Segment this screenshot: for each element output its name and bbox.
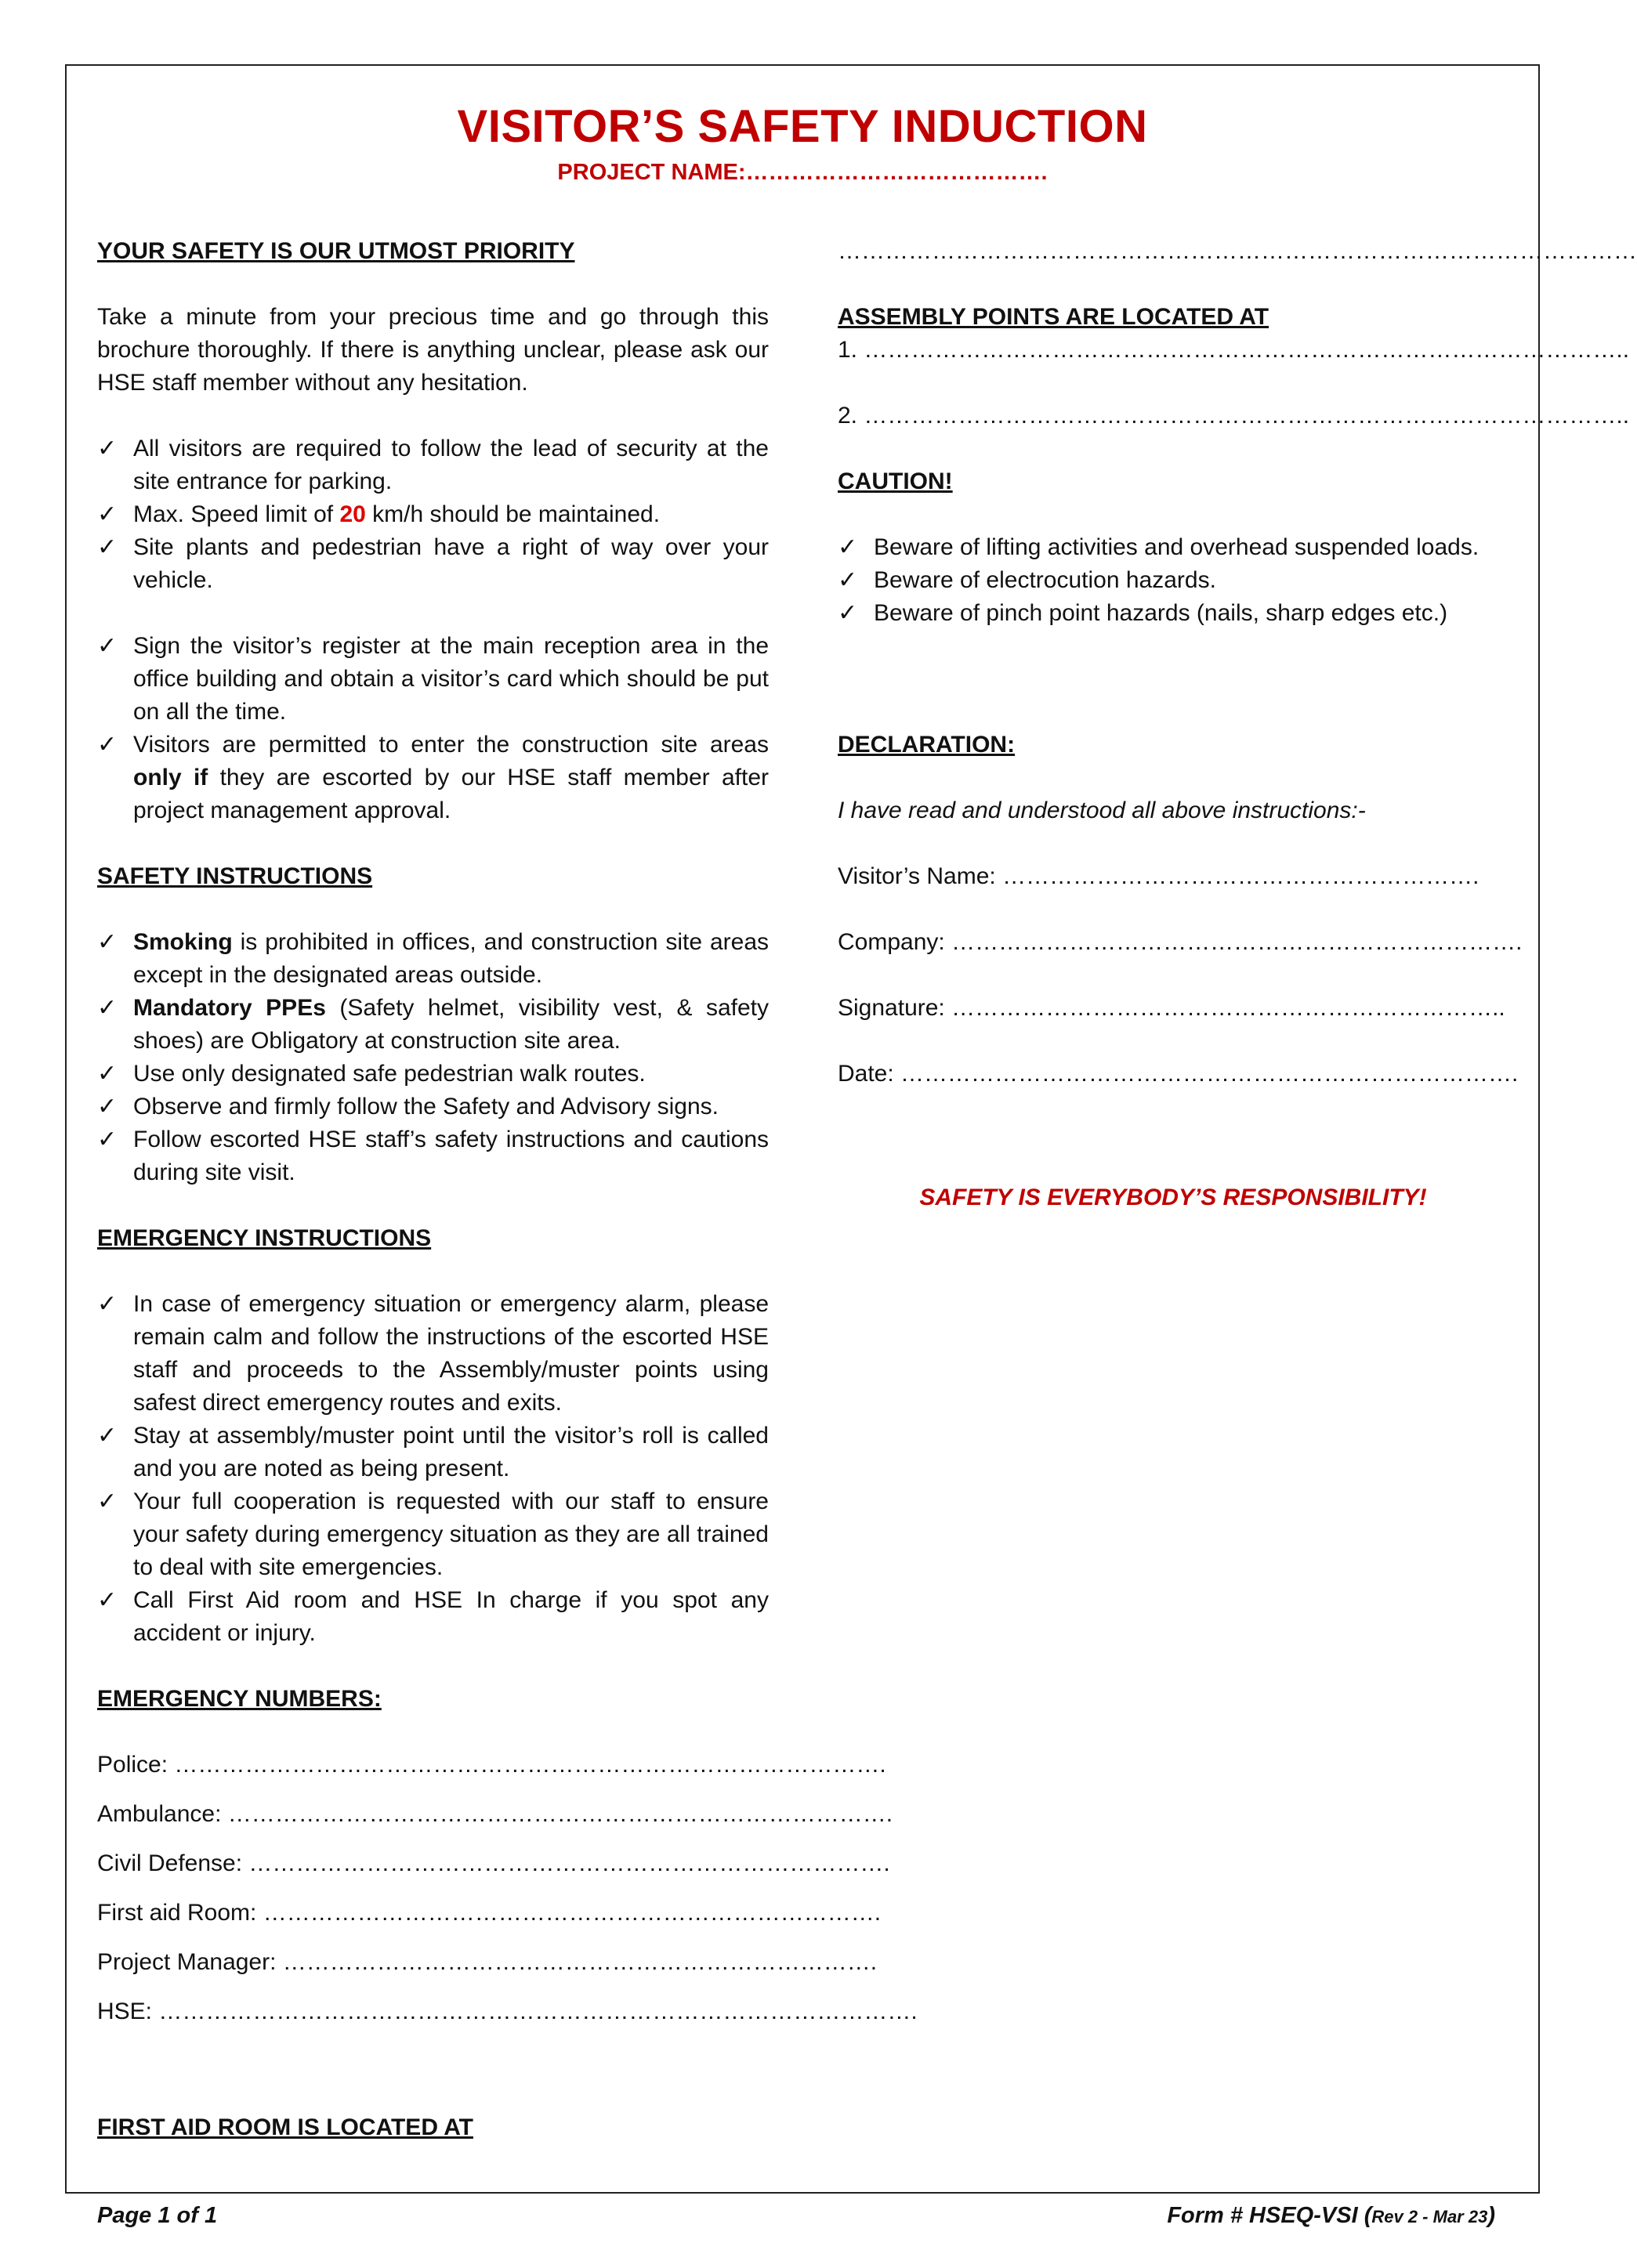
company-field[interactable]: Company: ………………………………………………………………. <box>838 929 1523 955</box>
project-manager-field[interactable]: Project Manager: …………………………………………………………………. <box>97 1949 878 1975</box>
checkmark-icon: ✓ <box>97 1061 118 1087</box>
list-item: ✓ Max. Speed limit of 20 km/h should be maintained. <box>97 498 769 531</box>
list-item: ✓ Sign the visitor’s register at the main reception area in the office building and obtain a visitor’s card which should be put on all the time. <box>97 630 769 729</box>
visitor-register-list <box>97 630 769 827</box>
checkmark-icon: ✓ <box>97 1587 118 1613</box>
hse-field[interactable]: HSE: ……………………………………………………………………………………. <box>97 1999 918 2024</box>
checkmark-icon: ✓ <box>97 929 118 955</box>
list-item: ✓ Use only designated safe pedestrian walk routes. <box>97 1058 769 1091</box>
checkmark-icon: ✓ <box>97 1291 118 1317</box>
list-item: ✓ Smoking is prohibited in offices, and construction site areas except in the designated areas outside. <box>97 926 769 992</box>
first-aid-heading: FIRST AID ROOM IS LOCATED AT <box>97 2114 473 2140</box>
list-item: ✓ Your full cooperation is requested with our staff to ensure your safety during emergency situation as they are all trained to deal with site emergencies. <box>97 1485 769 1584</box>
checkmark-icon: ✓ <box>838 534 858 560</box>
assembly-point-1-field[interactable]: 1. …………………………………………………………………………………….. <box>838 337 1630 363</box>
first-aid-room-field[interactable]: First aid Room: ……………………………………………………………………. <box>97 1900 882 1926</box>
list-item: ✓ Follow escorted HSE staff’s safety instructions and cautions during site visit. <box>97 1123 769 1189</box>
police-field[interactable]: Police: ………………………………………………………………………………. <box>97 1752 886 1778</box>
list-item: ✓ Beware of pinch point hazards (nails, sharp edges etc.) <box>838 597 1508 630</box>
priority-heading: YOUR SAFETY IS OUR UTMOST PRIORITY <box>97 238 575 264</box>
speed-limit-value: 20 <box>339 501 366 527</box>
project-name: PROJECT NAME:…………………………………. <box>557 160 1048 185</box>
safety-list <box>97 926 769 1189</box>
caution-heading: CAUTION! <box>838 468 953 494</box>
list-item: ✓ Call First Aid room and HSE In charge if you spot any accident or injury. <box>97 1584 769 1650</box>
checkmark-icon: ✓ <box>97 995 118 1021</box>
list-item: ✓ Stay at assembly/muster point until the visitor’s roll is called and you are noted as being present. <box>97 1420 769 1485</box>
ambulance-field[interactable]: Ambulance: …………………………………………………………………………. <box>97 1801 893 1827</box>
page-number: Page 1 of 1 <box>97 2203 218 2228</box>
first-aid-location-field[interactable]: ………………………………………………………………………………………… <box>838 238 1637 264</box>
checkmark-icon: ✓ <box>97 633 118 659</box>
right-column <box>838 235 1637 1214</box>
checkmark-icon: ✓ <box>97 1488 118 1514</box>
assembly-point-2-field[interactable]: 2. …………………………………………………………………………………….. <box>838 403 1630 429</box>
intro-paragraph: Take a minute from your precious time and go through this brochure thoroughly. If there is anything unclear, please ask our HSE staff member without any hesitation. <box>97 304 769 396</box>
declaration-text: I have read and understood all above instructions:- <box>838 798 1366 823</box>
form-number: Form # HSEQ-VSI (Rev 2 - Mar 23) <box>1167 2203 1495 2228</box>
checkmark-icon: ✓ <box>97 534 118 560</box>
emergency-heading: EMERGENCY INSTRUCTIONS <box>97 1225 432 1251</box>
checkmark-icon: ✓ <box>97 501 118 527</box>
visitor-rules-list <box>97 432 769 597</box>
checkmark-icon: ✓ <box>838 600 858 626</box>
signature-field[interactable]: Signature: …………………………………………………………….. <box>838 995 1505 1021</box>
list-item: ✓ Mandatory PPEs (Safety helmet, visibility vest, & safety shoes) are Obligatory at construction site area. <box>97 992 769 1058</box>
checkmark-icon: ✓ <box>97 1094 118 1120</box>
assembly-heading: ASSEMBLY POINTS ARE LOCATED AT <box>838 304 1269 330</box>
checkmark-icon: ✓ <box>838 567 858 593</box>
numbers-heading: EMERGENCY NUMBERS: <box>97 1686 382 1712</box>
emergency-list <box>97 1288 769 1650</box>
list-item: ✓ Beware of lifting activities and overhead suspended loads. <box>838 531 1508 564</box>
list-item: ✓ Beware of electrocution hazards. <box>838 564 1508 597</box>
list-item: ✓ Observe and firmly follow the Safety and Advisory signs. <box>97 1091 769 1123</box>
civil-defense-field[interactable]: Civil Defense: ………………………………………………………………………. <box>97 1850 890 1876</box>
checkmark-icon: ✓ <box>97 1127 118 1152</box>
safety-heading: SAFETY INSTRUCTIONS <box>97 863 373 889</box>
checkmark-icon: ✓ <box>97 436 118 461</box>
declaration-heading: DECLARATION: <box>838 732 1016 758</box>
document-title: VISITOR’S SAFETY INDUCTION <box>457 101 1148 152</box>
safety-slogan: SAFETY IS EVERYBODY’S RESPONSIBILITY! <box>919 1185 1427 1210</box>
left-column <box>97 235 918 2144</box>
date-field[interactable]: Date: ……………………………………………………………………. <box>838 1061 1519 1087</box>
checkmark-icon: ✓ <box>97 732 118 758</box>
revision: Rev 2 - Mar 23 <box>1371 2207 1488 2226</box>
checkmark-icon: ✓ <box>97 1423 118 1449</box>
list-item: ✓ Site plants and pedestrian have a right of way over your vehicle. <box>97 531 769 597</box>
caution-list <box>838 531 1508 630</box>
visitor-name-field[interactable]: Visitor’s Name: ……………………………………………………. <box>838 863 1479 889</box>
list-item: ✓ In case of emergency situation or emergency alarm, please remain calm and follow the instructions of the escorted HSE staff and proceeds to the Assembly/muster points using safest direct emergency routes and exits. <box>97 1288 769 1420</box>
list-item: ✓ All visitors are required to follow the lead of security at the site entrance for parking. <box>97 432 769 498</box>
list-item: ✓ Visitors are permitted to enter the construction site areas only if they are escorted by our HSE staff member after project management approval. <box>97 729 769 827</box>
